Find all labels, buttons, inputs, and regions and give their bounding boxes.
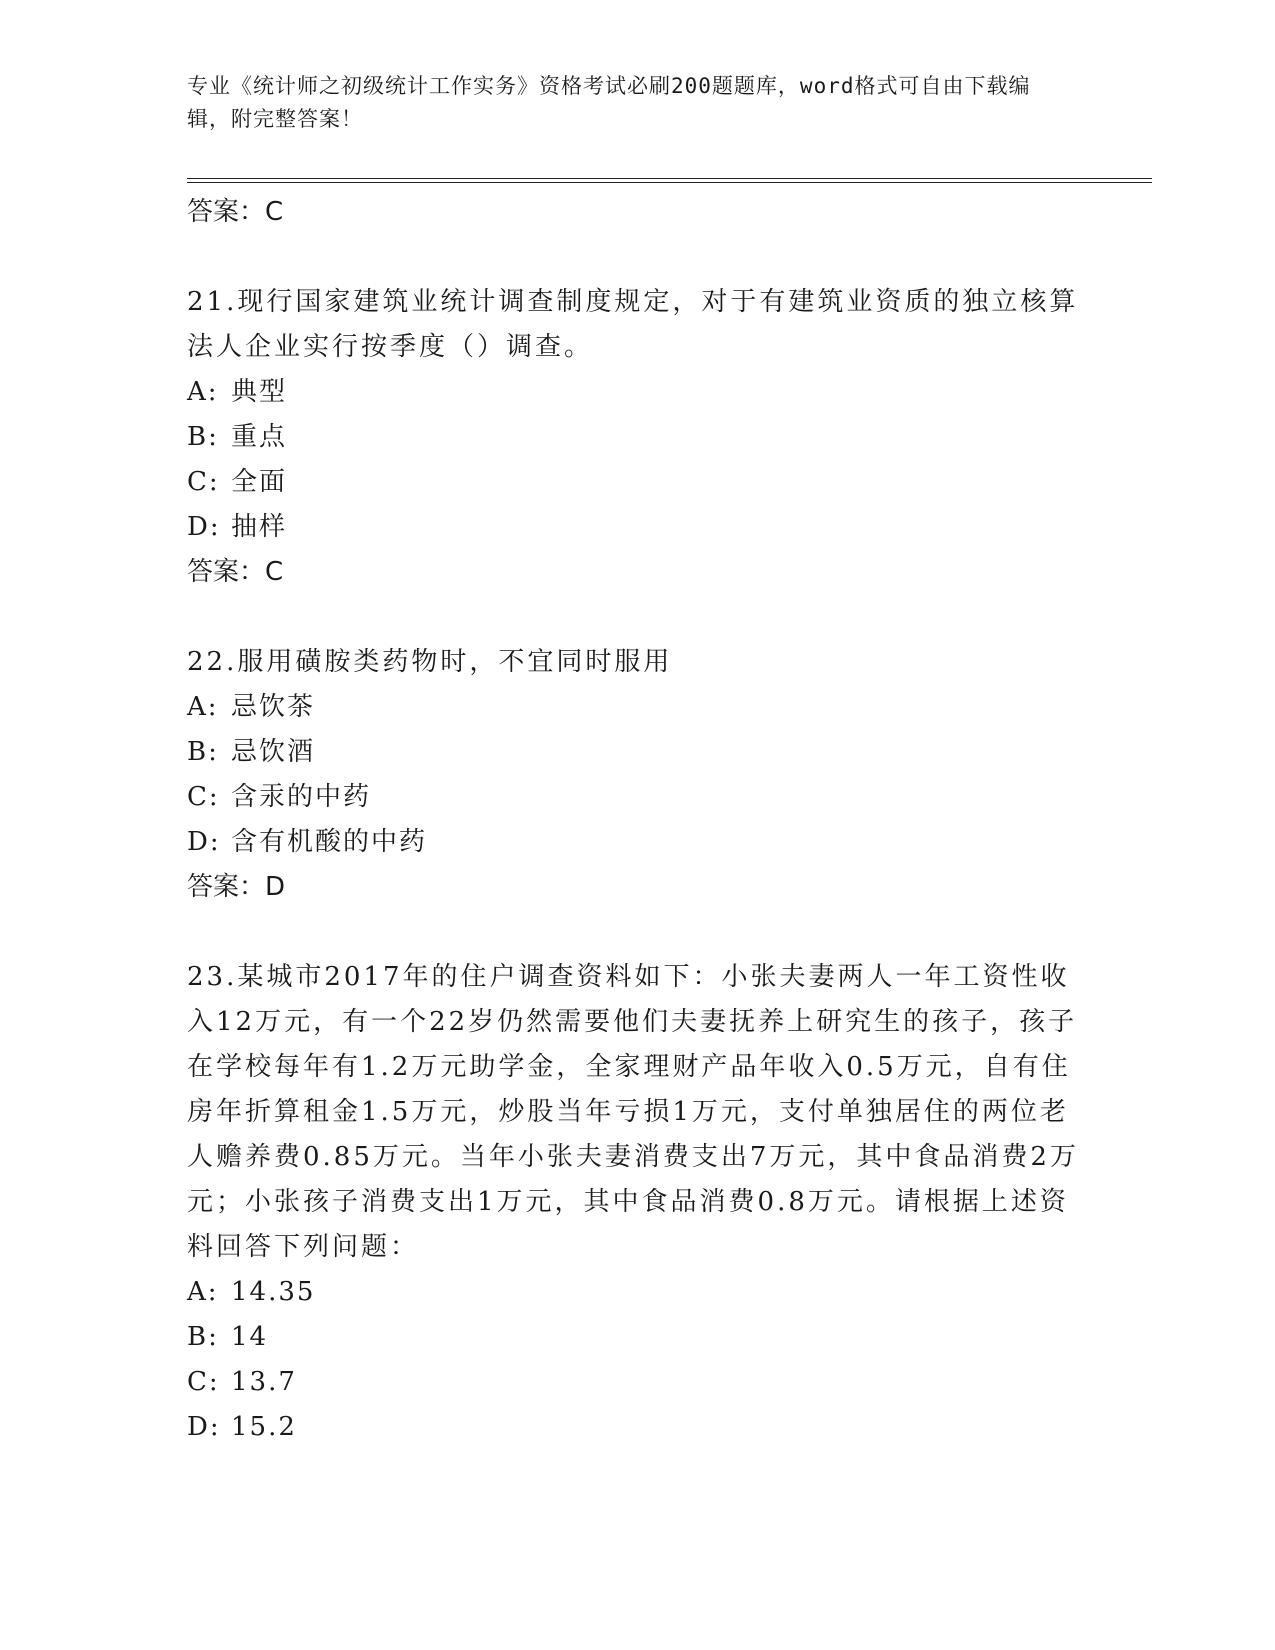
question-block xyxy=(187,955,1087,1450)
option-key: B: xyxy=(187,1322,219,1352)
option-key: D: xyxy=(187,1412,221,1442)
question-text: 22.服用磺胺类药物时，不宜同时服用 xyxy=(187,647,673,677)
option-value: 14.35 xyxy=(231,1277,316,1307)
question-block xyxy=(187,640,1087,910)
option-value: 13.7 xyxy=(231,1367,297,1397)
option-value: 重点 xyxy=(231,422,288,452)
page-header: 专业《统计师之初级统计工作实务》资格考试必刷200题题库，word格式可自由下载编辑，附完整答案！ xyxy=(187,74,1031,131)
option-a xyxy=(187,1270,1087,1315)
question-text: 23.某城市2017年的住户调查资料如下：小张夫妻两人一年工资性收入12万元，有一个22岁仍然需要他们夫妻抚养上研究生的孩子，孩子在学校每年有1.2万元助学金，全家理财产品年收入0.5万元，自有住房年折算租金1.5万元，炒股当年亏损1万元，支付单独居住的两位老人赡养费0.85万元。当年小张夫妻消费支出7万元，其中食品消费2万元；小张孩子消费支出1万元，其中食品消费0.8万元。请根据上述资料回答下列问题： xyxy=(187,962,1079,1262)
option-value: 含汞的中药 xyxy=(231,782,372,812)
option-c xyxy=(187,460,1087,505)
option-b xyxy=(187,415,1087,460)
header-divider-top xyxy=(187,178,1152,179)
option-value: 抽样 xyxy=(231,512,288,542)
option-value: 典型 xyxy=(231,377,288,407)
option-b xyxy=(187,1315,1087,1360)
option-key: A: xyxy=(187,692,219,722)
option-key: D: xyxy=(187,512,221,542)
option-value: 15.2 xyxy=(231,1412,297,1442)
option-key: B: xyxy=(187,422,219,452)
option-d xyxy=(187,820,1087,865)
option-key: C: xyxy=(187,782,220,812)
document-body xyxy=(187,190,1087,1450)
option-a xyxy=(187,685,1087,730)
answer-line: 答案：D xyxy=(187,872,286,902)
answer-line: 答案：C xyxy=(187,557,284,587)
option-key: A: xyxy=(187,377,219,407)
option-key: C: xyxy=(187,1367,220,1397)
option-value: 含有机酸的中药 xyxy=(231,827,428,857)
option-key: A: xyxy=(187,1277,219,1307)
option-value: 全面 xyxy=(231,467,288,497)
question-block xyxy=(187,280,1087,595)
option-c xyxy=(187,775,1087,820)
option-value: 忌饮茶 xyxy=(231,692,316,722)
question-text: 21.现行国家建筑业统计调查制度规定，对于有建筑业资质的独立核算法人企业实行按季度（）调查。 xyxy=(187,287,1079,362)
header-divider-bottom xyxy=(187,182,1152,183)
option-value: 14 xyxy=(231,1322,269,1352)
option-a xyxy=(187,370,1087,415)
option-b xyxy=(187,730,1087,775)
option-key: C: xyxy=(187,467,220,497)
option-c xyxy=(187,1360,1087,1405)
option-key: D: xyxy=(187,827,221,857)
option-d xyxy=(187,1405,1087,1450)
answer-line: 答案：C xyxy=(187,197,284,227)
option-d xyxy=(187,505,1087,550)
option-key: B: xyxy=(187,737,219,767)
option-value: 忌饮酒 xyxy=(231,737,316,767)
